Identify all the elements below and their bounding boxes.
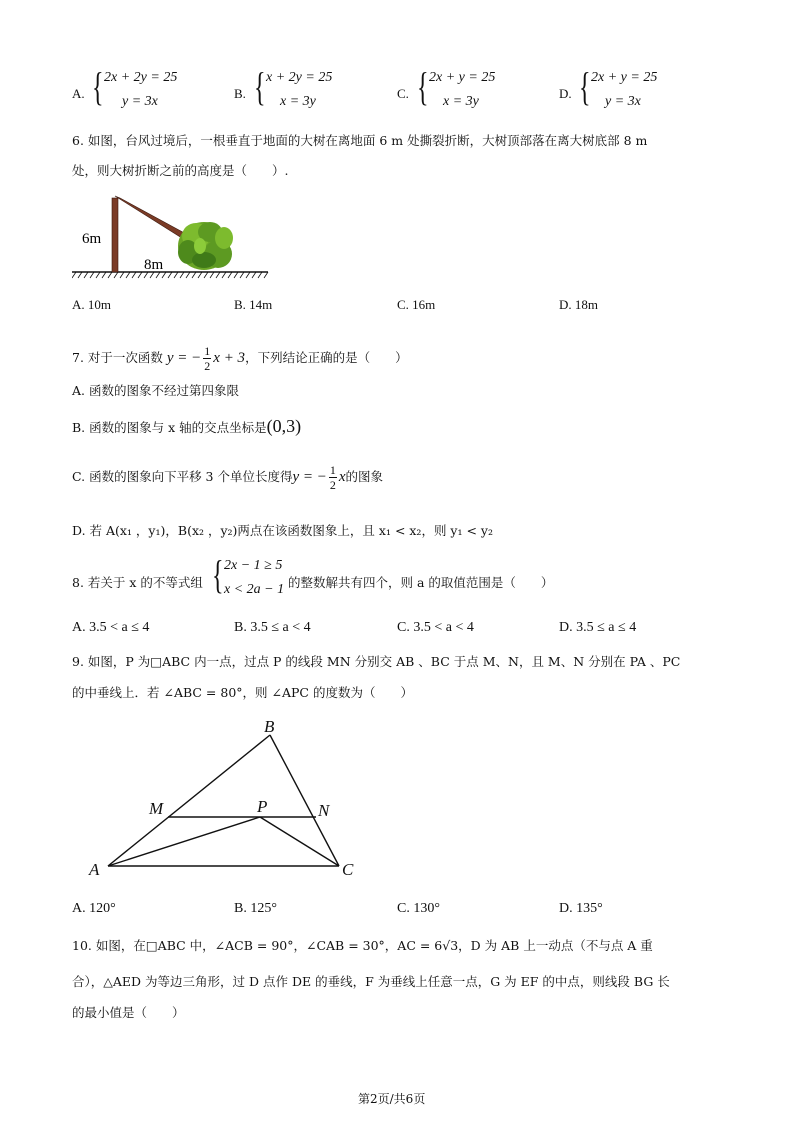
q7-option-b-coord: (0,3) [266, 416, 302, 436]
inequality-line: x < 2a − 1 [224, 582, 285, 597]
fraction-denominator: 2 [329, 478, 336, 492]
equation-line: 2x + 2y = 25 [104, 70, 178, 85]
ground-line [72, 272, 268, 278]
vertex-label-b: B [264, 717, 275, 736]
option-label: D. [559, 86, 572, 101]
equation-line: x = 3y [443, 94, 479, 109]
equation-line: 2x + y = 25 [591, 70, 658, 85]
q7-function-y: y = − [166, 350, 202, 366]
vertex-label-c: C [342, 860, 354, 879]
option-d: D. 18m [559, 297, 598, 312]
option-label: B. [234, 86, 246, 101]
option-a: A. 10m [72, 297, 111, 312]
q7-stem [72, 344, 408, 373]
segment-pc [260, 817, 339, 866]
q9-stem-line1: 9. 如图，P 为□ABC 内一点，过点 P 的线段 MN 分别交 AB 、BC 于点 M、N，且 M、N 分别在 PA 、PC [72, 654, 681, 669]
segment-ap [108, 817, 260, 866]
equation-line: y = 3x [605, 94, 641, 109]
q7-option-c-text: C. 函数的图象向下平移 3 个单位长度得 [72, 469, 293, 484]
option-b: B. 14m [234, 297, 273, 312]
q7-option-c-fraction [329, 463, 337, 492]
equation-line: x = 3y [280, 94, 316, 109]
q7-option-a: A. 函数的图象不经过第四象限 [72, 383, 239, 398]
segment-ab [108, 735, 270, 866]
option-d: D. 3.5 ≤ a ≤ 4 [559, 620, 637, 635]
label-8m: 8m [144, 257, 164, 273]
q7-stem-suffix: ，下列结论正确的是（ ） [245, 350, 408, 365]
option-c: C. 130° [397, 901, 440, 916]
option-c: C. 16m [397, 297, 436, 312]
equation-line: 2x + y = 25 [429, 70, 496, 85]
q10-stem-line1: 10. 如图，在□ABC 中，∠ACB = 90°，∠CAB = 30°，AC = 6√3，D 为 AB 上一动点（不与点 A 重 [72, 938, 653, 953]
brace: { [212, 552, 224, 597]
option-a: A. 120° [72, 901, 116, 916]
q8-stem-prefix: 8. 若关于 x 的不等式组 [72, 575, 203, 590]
option-c: C. 3.5 < a < 4 [397, 620, 474, 635]
point-label-n: N [318, 801, 330, 820]
point-label-p: P [257, 797, 268, 816]
brace: { [417, 64, 429, 109]
brace: { [254, 64, 266, 109]
q7-fraction [203, 344, 211, 373]
q7-option-c-func: y = − [292, 469, 327, 485]
q8-stem-suffix: 的整数解共有四个，则 a 的取值范围是（ ） [288, 575, 554, 590]
option-label: C. [397, 86, 409, 101]
page-number: 第2页/共6页 [358, 1092, 426, 1106]
q7-stem-prefix: 7. 对于一次函数 [72, 350, 167, 365]
q7-option-b [72, 416, 301, 437]
q10-stem-line3: 的最小值是（ ） [72, 1005, 185, 1020]
option-b: B. 3.5 ≤ a < 4 [234, 620, 311, 635]
brace: { [92, 64, 104, 109]
q7-option-b-text: B. 函数的图象与 x 轴的交点坐标是 [72, 420, 267, 435]
q7-option-c-suffix: 的图象 [345, 469, 384, 484]
option-a: A. 3.5 < a ≤ 4 [72, 620, 150, 635]
point-label-m: M [149, 799, 164, 818]
option-label: A. [72, 86, 85, 101]
q7-option-d: D. 若 A(x₁ ，y₁)，B(x₂ ，y₂)两点在该函数图象上，且 x₁ < x₂，则 y₁ < y₂ [72, 523, 493, 538]
q7-option-c [72, 463, 383, 492]
q6-tree-figure [72, 190, 272, 282]
brace: { [579, 64, 591, 109]
inequality-line: 2x − 1 ≥ 5 [224, 558, 283, 573]
fraction-numerator: 1 [204, 344, 211, 358]
fraction-denominator: 2 [204, 359, 211, 373]
option-d: D. 135° [559, 901, 603, 916]
option-b: B. 125° [234, 901, 277, 916]
label-6m: 6m [82, 231, 102, 247]
equation-line: y = 3x [122, 94, 158, 109]
q6-stem-line1: 6. 如图，台风过境后，一根垂直于地面的大树在离地面 6 m 处撕裂折断，大树顶部落在离大树底部 8 m [72, 133, 648, 148]
q10-stem-line2: 合），△AED 为等边三角形，过 D 点作 DE 的垂线，F 为垂线上任意一点，G 为 EF 的中点，则线段 BG 长 [72, 974, 670, 989]
fraction-numerator: 1 [329, 463, 336, 477]
q7-function-rest: x + 3 [213, 350, 246, 366]
q7-option-c-x: x [338, 469, 346, 485]
equation-line: x + 2y = 25 [266, 70, 333, 85]
q9-triangle-figure [80, 712, 380, 884]
tree-foliage [178, 222, 233, 270]
q9-stem-line2: 的中垂线上．若 ∠ABC = 80°，则 ∠APC 的度数为（ ） [72, 685, 413, 700]
q6-stem-line2: 处，则大树折断之前的高度是（ ）. [72, 163, 289, 178]
vertex-label-a: A [89, 860, 100, 879]
